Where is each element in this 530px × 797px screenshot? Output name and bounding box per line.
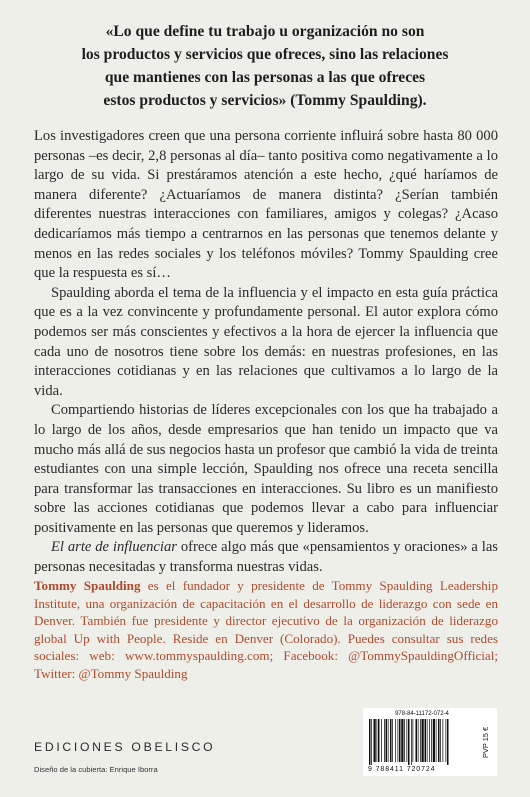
author-name: Tommy Spaulding — [34, 578, 141, 593]
description-paragraph-1: Los investigadores creen que una persona corriente influirá sobre hasta 80 000 personas –es decir, 2,8 personas al día– tanto positiva como negativamente a lo largo de su vida. Si prestáramos atención a este hecho, ¿qué haríamos de manera diferente? ¿Actuaríamos de manera distinta? ¿Serían también diferentes nuestras interacciones con familiares, amigos y colegas? ¿Acaso dedicaríamos más tiempo a centrarnos en las personas que tenemos delante y menos en las redes sociales y los teléfonos móviles? Tommy Spaulding cree que la respuesta es sí… — [34, 128, 498, 282]
isbn-label: 978-84-11172-072-4 — [395, 711, 449, 717]
cover-quote — [34, 20, 496, 112]
quote-line: los productos y servicios que ofreces, sino las relaciones — [81, 46, 449, 63]
description-paragraph-2: Spaulding aborda el tema de la influencia y el impacto en esta guía práctica que es a la vez convincente y profundamente personal. El autor explora cómo podemos ser más conscientes y efectivos a la hora de ejercer la influencia que cada uno de nosotros tiene sobre los demás: en nuestras profesiones, en las interacciones cotidianas y en las relaciones que cultivamos a lo largo de la vida. — [34, 284, 498, 399]
quote-line: que mantienes con las personas a las que ofreces — [104, 69, 426, 86]
price-label: PVP 15 € — [481, 726, 490, 758]
author-bio — [34, 577, 498, 683]
description-paragraph-4 — [34, 538, 498, 577]
cover-design-credit: Diseño de la cubierta: Enrique Iborra — [34, 765, 158, 774]
book-title: El arte de influenciar — [51, 539, 177, 556]
book-description — [34, 127, 498, 578]
barcode — [369, 719, 475, 765]
publisher-name: EDICIONES OBELISCO — [34, 740, 216, 754]
quote-line: estos productos y servicios» (Tommy Spaulding). — [103, 92, 427, 109]
barcode-digits: 9 788411 720724 — [368, 766, 436, 773]
description-paragraph-3: Compartiendo historias de líderes excepcionales con los que ha trabajado a lo largo de los años, desde empresarios que han tenido un impacto que va mucho más allá de sus negocios hasta un profesor que cambió la vida de treinta estudiantes con una simple lección, Spaulding nos ofrece una receta sencilla para transformar las transacciones en interacciones. Su libro es un manifiesto sobre las acciones cotidianas que podemos llevar a cabo para influenciar positivamente en las personas que queremos y lideramos. — [34, 402, 498, 536]
description-paragraph-4-text: ofrece algo más que «pensamientos y oraciones» a las personas necesitadas y transforma nuestras vidas. — [34, 539, 498, 576]
barcode-panel — [363, 708, 497, 776]
quote-line: «Lo que define tu trabajo u organización no son — [105, 23, 425, 40]
author-bio-text: es el fundador y presidente de Tommy Spaulding Leadership Institute, una organización de capacitación en el desarrollo de liderazgo con sede en Denver. También fue presidente y director ejecutivo de la organización de liderazgo global Up with People. Reside en Denver (Colorado). Puedes consultar sus redes sociales: web: www.tommyspaulding.com; Facebook: @TommySpauldingOfficial; Twitter: @Tommy Spaulding — [34, 578, 498, 681]
